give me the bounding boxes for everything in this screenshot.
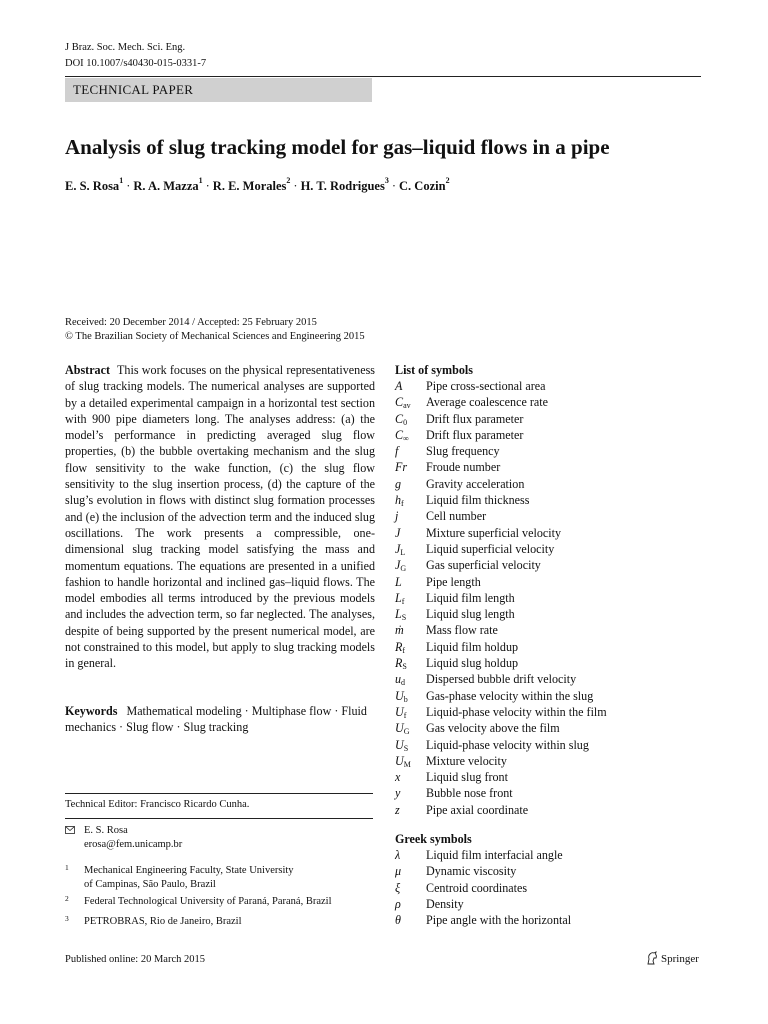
- author-affiliation-mark: 1: [198, 176, 203, 185]
- symbol-subscript: ∞: [403, 433, 409, 443]
- symbol-description: Drift flux parameter: [426, 427, 524, 442]
- symbol-subscript: b: [403, 694, 408, 704]
- paper-title: Analysis of slug tracking model for gas–liquid flows in a pipe: [65, 135, 610, 159]
- symbol-row: [395, 753, 725, 769]
- affiliation-number: 1: [65, 863, 69, 872]
- symbol: [395, 443, 423, 459]
- doi[interactable]: DOI 10.1007/s40430-015-0331-7: [65, 58, 207, 69]
- keywords-text: Mathematical modeling · Multiphase flow · Fluid mechanics · Slug flow · Slug tracking: [65, 704, 367, 735]
- symbol-row: [395, 492, 725, 508]
- symbol-row: [395, 411, 725, 427]
- symbol-row: [395, 671, 725, 687]
- symbol-main: R: [395, 639, 403, 654]
- symbol-subscript: f: [403, 710, 407, 720]
- affiliation-line: of Campinas, São Paulo, Brazil: [84, 879, 216, 890]
- symbol-row: [395, 378, 725, 394]
- symbol-row: [395, 863, 725, 879]
- symbol-description: Gas-phase velocity within the slug: [426, 688, 594, 703]
- symbol-main: J: [395, 541, 401, 556]
- symbol-description: Gas velocity above the film: [426, 721, 560, 736]
- technical-editor: Technical Editor: Francisco Ricardo Cunha.: [65, 799, 250, 810]
- symbol-main: J: [395, 558, 401, 573]
- symbol-row: [395, 557, 725, 573]
- symbol-main: h: [395, 493, 402, 508]
- symbol-description: Dynamic viscosity: [426, 864, 517, 879]
- symbol-description: Liquid film length: [426, 590, 515, 605]
- symbol-main: C: [395, 427, 404, 442]
- author-separator: ·: [293, 179, 298, 193]
- affiliation-line: Federal Technological University of Paraná, Paraná, Brazil: [84, 896, 332, 907]
- symbol-description: Pipe cross-sectional area: [426, 379, 546, 393]
- symbol: [395, 912, 423, 928]
- symbol: [395, 574, 423, 590]
- author-separator: ·: [126, 179, 131, 193]
- symbol-row: [395, 896, 725, 912]
- symbol: [395, 508, 423, 524]
- symbol: [395, 896, 423, 912]
- symbol-main: C: [395, 411, 404, 426]
- symbol-row: [395, 769, 725, 785]
- symbol-row: [395, 737, 725, 753]
- author-affiliation-mark: 3: [384, 176, 389, 185]
- symbol-main: x: [395, 770, 401, 785]
- symbol-subscript: f: [402, 645, 406, 655]
- symbol-main: R: [395, 656, 403, 671]
- symbol-main: L: [395, 574, 402, 589]
- symbol-row: [395, 427, 725, 443]
- author[interactable]: [399, 176, 450, 193]
- symbol-main: μ: [395, 864, 402, 879]
- symbol-description: Centroid coordinates: [426, 880, 528, 895]
- author-separator: ·: [391, 179, 397, 193]
- symbol-main: U: [395, 737, 404, 752]
- symbol-description: Slug frequency: [426, 444, 500, 459]
- symbol-row: [395, 394, 725, 410]
- symbol-description: Dispersed bubble drift velocity: [426, 672, 577, 687]
- symbol-main: ρ: [395, 896, 401, 911]
- author-name: E. S. Rosa: [65, 179, 120, 193]
- symbol: [395, 525, 423, 541]
- published-online: Published online: 20 March 2015: [65, 954, 205, 965]
- symbol-description: Liquid film interfacial angle: [426, 848, 563, 862]
- publisher-logo: [646, 951, 699, 967]
- footnote-rule-2: [65, 818, 373, 819]
- symbol-description: Liquid superficial velocity: [426, 541, 555, 556]
- affiliation-number: 3: [65, 914, 69, 923]
- symbol-row: [395, 541, 725, 557]
- symbol-subscript: M: [403, 759, 411, 769]
- affiliation-number: 2: [65, 894, 69, 903]
- symbol-row: [395, 574, 725, 590]
- author-separator: ·: [205, 179, 210, 193]
- symbol-description: Liquid slug front: [426, 770, 508, 785]
- symbol-main: g: [395, 476, 402, 491]
- symbol-row: [395, 847, 725, 863]
- symbol-description: Mixture velocity: [426, 753, 507, 768]
- author-affiliation-mark: 2: [445, 176, 450, 185]
- symbol-subscript: d: [401, 678, 406, 688]
- symbol-subscript: f: [401, 499, 404, 509]
- symbol-row: [395, 459, 725, 475]
- symbol-description: Pipe axial coordinate: [426, 802, 529, 817]
- symbol-main: C: [395, 395, 404, 410]
- symbol-row: [395, 880, 725, 896]
- abstract-label: Abstract: [65, 363, 111, 377]
- journal-header: [65, 40, 206, 72]
- symbol-main: λ: [395, 848, 401, 862]
- symbol-subscript: L: [400, 547, 406, 557]
- contact-name: E. S. Rosa: [84, 825, 128, 836]
- author-name: R. E. Morales: [212, 179, 287, 193]
- symbol-description: Liquid film thickness: [426, 493, 530, 508]
- symbol-main: L: [395, 590, 402, 605]
- symbol-description: Average coalescence rate: [426, 395, 548, 410]
- symbol-main: ξ: [395, 880, 401, 895]
- symbol-row: [395, 606, 725, 622]
- received-accepted: Received: 20 December 2014 / Accepted: 25 February 2015: [65, 317, 317, 328]
- article-type-bar: [65, 78, 372, 102]
- symbol-row: [395, 508, 725, 524]
- symbol-row: [395, 688, 725, 704]
- symbol: [395, 880, 423, 896]
- symbol-row: [395, 622, 725, 638]
- affiliation-line: PETROBRAS, Rio de Janeiro, Brazil: [84, 916, 242, 927]
- symbol-row: [395, 655, 725, 671]
- keywords-label: Keywords: [65, 704, 118, 718]
- symbol: [395, 459, 423, 475]
- symbol-main: θ: [395, 913, 401, 928]
- symbol-row: [395, 785, 725, 801]
- symbol-main: j: [395, 509, 399, 524]
- envelope-icon: [65, 826, 75, 834]
- dates-block: [65, 316, 365, 344]
- symbol-row: [395, 639, 725, 655]
- author[interactable]: [65, 176, 124, 193]
- author[interactable]: [212, 176, 291, 193]
- symbol-main: U: [395, 704, 404, 719]
- symbol-row: [395, 525, 725, 541]
- symbol-row: [395, 476, 725, 492]
- footnote-rule: [65, 793, 373, 794]
- symbol-row: [395, 912, 725, 928]
- symbol: [395, 622, 423, 638]
- article-type-label: TECHNICAL PAPER: [73, 82, 194, 97]
- symbol-description: Gravity acceleration: [426, 476, 525, 491]
- symbols-list: [395, 378, 725, 818]
- symbol-description: Liquid slug holdup: [426, 656, 519, 671]
- symbol-subscript: G: [403, 727, 410, 737]
- author-affiliation-mark: 1: [119, 176, 124, 185]
- symbol: [395, 769, 423, 785]
- symbol: [395, 476, 423, 492]
- symbol-subscript: S: [403, 743, 409, 753]
- author-name: R. A. Mazza: [133, 179, 199, 193]
- symbol: [395, 378, 423, 394]
- symbol-description: Pipe angle with the horizontal: [426, 913, 572, 928]
- symbol-subscript: 0: [403, 417, 408, 427]
- author[interactable]: [300, 176, 389, 193]
- symbol-description: Mass flow rate: [426, 623, 498, 638]
- symbol-main: z: [395, 802, 400, 817]
- author-list: [65, 178, 450, 194]
- journal-name: J Braz. Soc. Mech. Sci. Eng.: [65, 42, 186, 53]
- author-affiliation-mark: 2: [286, 176, 291, 185]
- contact-email[interactable]: erosa@fem.unicamp.br: [84, 839, 183, 850]
- symbol-description: Gas superficial velocity: [426, 558, 541, 573]
- symbol-main: L: [395, 607, 402, 622]
- symbol-main: u: [395, 672, 402, 687]
- symbol-subscript: S: [401, 613, 407, 623]
- symbol-description: Bubble nose front: [426, 786, 513, 801]
- symbol-main: y: [395, 786, 401, 801]
- symbol-row: [395, 590, 725, 606]
- symbol-row: [395, 720, 725, 736]
- symbol: [395, 785, 423, 801]
- symbol-description: Froude number: [426, 460, 501, 475]
- symbol-row: [395, 802, 725, 818]
- symbol-subscript: S: [402, 662, 407, 672]
- publisher-name: Springer: [661, 953, 699, 965]
- symbol-row: [395, 704, 725, 720]
- symbol-main: A: [395, 379, 403, 393]
- symbol-main: f: [395, 444, 399, 459]
- symbol-subscript: av: [403, 401, 411, 411]
- greek-symbols-title: Greek symbols: [395, 832, 472, 846]
- symbol-main: Fr: [395, 460, 408, 475]
- symbol-main: ṁ: [395, 623, 404, 638]
- author[interactable]: [133, 176, 203, 193]
- symbol-main: U: [395, 688, 404, 703]
- symbol-subscript: G: [400, 564, 407, 574]
- affiliation-line: Mechanical Engineering Faculty, State University: [84, 865, 294, 876]
- greek-symbols-list: [395, 847, 725, 928]
- symbols-title: List of symbols: [395, 363, 473, 377]
- symbol-description: Liquid slug length: [426, 607, 515, 622]
- symbol-description: Liquid-phase velocity within slug: [426, 737, 589, 752]
- symbol-description: Liquid film holdup: [426, 639, 519, 654]
- symbol: [395, 863, 423, 879]
- header-rule: [65, 76, 701, 77]
- symbol: [395, 847, 423, 863]
- author-name: C. Cozin: [399, 179, 446, 193]
- symbol: [395, 802, 423, 818]
- abstract: [65, 362, 375, 672]
- symbol-description: Density: [426, 896, 464, 911]
- symbol-subscript: f: [401, 596, 405, 606]
- symbol-description: Cell number: [426, 509, 487, 524]
- symbol-main: U: [395, 753, 404, 768]
- symbol-description: Drift flux parameter: [426, 411, 524, 426]
- symbol-main: J: [395, 525, 401, 540]
- symbol-description: Pipe length: [426, 574, 481, 589]
- symbol-row: [395, 443, 725, 459]
- keywords: [65, 703, 375, 736]
- symbol-description: Liquid-phase velocity within the film: [426, 704, 607, 719]
- symbol-main: U: [395, 721, 404, 736]
- copyright-line: © The Brazilian Society of Mechanical Sciences and Engineering 2015: [65, 331, 365, 342]
- symbol-description: Mixture superficial velocity: [426, 525, 562, 540]
- springer-horse-icon: [646, 951, 658, 965]
- abstract-text: This work focuses on the physical representativeness of slug tracking models. The numerical analyses are supported by a detailed experimental campaign in a horizontal test section with 900 pipe diameters long. The analyses address: (a) the model’s performance in predicting averaged slug flow properties, (b) the bubble overtaking mechanism and the slug flow sensitivity to the wake function, (c) the slug flow sensitivity to the slug insertion process, (d) the capture of the slug’s evolution in flows with distinct slug formation processes and (e) the inclusion of the advection term and the induced slug oscillations. The work presents a compressible, one-dimensional slug tracking model satisfying the mass and momentum equations. The equations are presented in a unified fashion to handle horizontal and inclined gas–liquid flows. The model embodies all terms introduced by the previous models and includes the advection term, so far neglected. The analyses, despite of being supported by the present numerical model, are not constrained to this model, but apply to slug tracking models in general.: [65, 363, 375, 671]
- author-name: H. T. Rodrigues: [300, 179, 385, 193]
